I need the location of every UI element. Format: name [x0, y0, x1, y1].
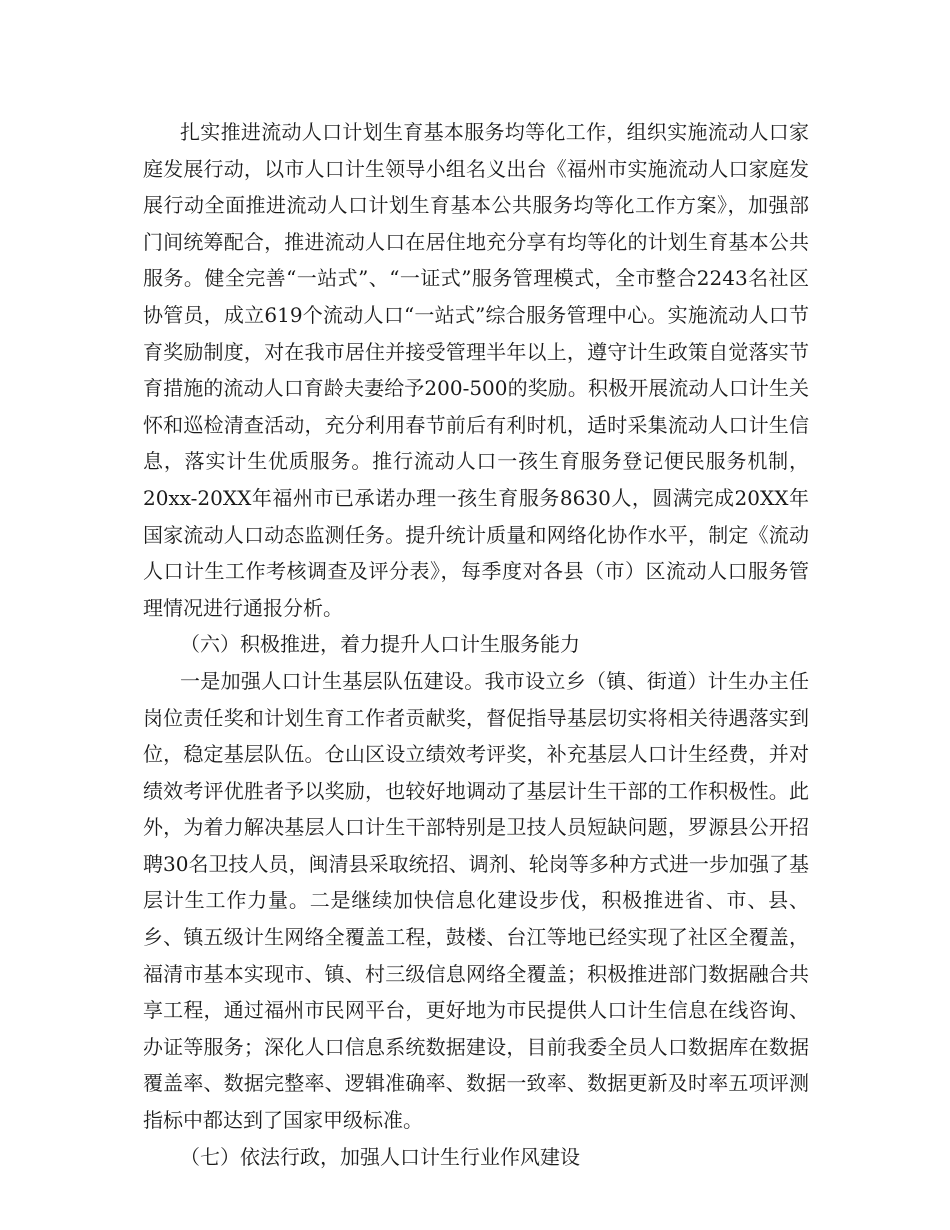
- paragraph-migrant-population-services: 扎实推进流动人口计划生育基本服务均等化工作，组织实施流动人口家庭发展行动，以市人口计生领导小组名义出台《福州市实施流动人口家庭发展行动全面推进流动人口计划生育基本公共服务均等化工作方案》，加强部门间统筹配合，推进流动人口在居住地充分享有均等化的计划生育基本公共服务。健全完善“一站式”、“一证式”服务管理模式，全市整合2243名社区协管员，成立619个流动人口“一站式”综合服务管理中心。实施流动人口节育奖励制度，对在我市居住并接受管理半年以上，遵守计生政策自觉落实节育措施的流动人口育龄夫妻给予200-500的奖励。积极开展流动人口计生关怀和巡检清查活动，充分利用春节前后有利时机，适时采集流动人口计生信息，落实计生优质服务。推行流动人口一孩生育服务登记便民服务机制，20xx-20XX年福州市已承诺办理一孩生育服务8630人，圆满完成20XX年国家流动人口动态监测任务。提升统计质量和网络化协作水平，制定《流动人口计生工作考核调查及评分表》，每季度对各县（市）区流动人口服务管理情况进行通报分析。: [143, 120, 809, 620]
- document-body: [143, 114, 809, 1175]
- section-heading-six: （六）积极推进，着力提升人口计生服务能力: [180, 632, 580, 657]
- section-heading-seven: （七）依法行政，加强人口计生行业作风建设: [180, 1144, 580, 1169]
- paragraph-grassroots-team-building: 一是加强人口计生基层队伍建设。我市设立乡（镇、街道）计生办主任岗位责任奖和计划生育工作者贡献奖，督促指导基层切实将相关待遇落实到位，稳定基层队伍。仓山区设立绩效考评奖，补充基层人口计生经费，并对绩效考评优胜者予以奖励，也较好地调动了基层计生干部的工作积极性。此外，为着力解决基层人口计生干部特别是卫技人员短缺问题，罗源县公开招聘30名卫技人员，闽清县采取统招、调剂、轮岗等多种方式进一步加强了基层计生工作力量。二是继续加快信息化建设步伐，积极推进省、市、县、乡、镇五级计生网络全覆盖工程，鼓楼、台江等地已经实现了社区全覆盖，福清市基本实现市、镇、村三级信息网络全覆盖；积极推进部门数据融合共享工程，通过福州市民网平台，更好地为市民提供人口计生信息在线咨询、办证等服务；深化人口信息系统数据建设，目前我委全员人口数据库在数据覆盖率、数据完整率、逻辑准确率、数据一致率、数据更新及时率五项评测指标中都达到了国家甲级标准。: [143, 668, 809, 1133]
